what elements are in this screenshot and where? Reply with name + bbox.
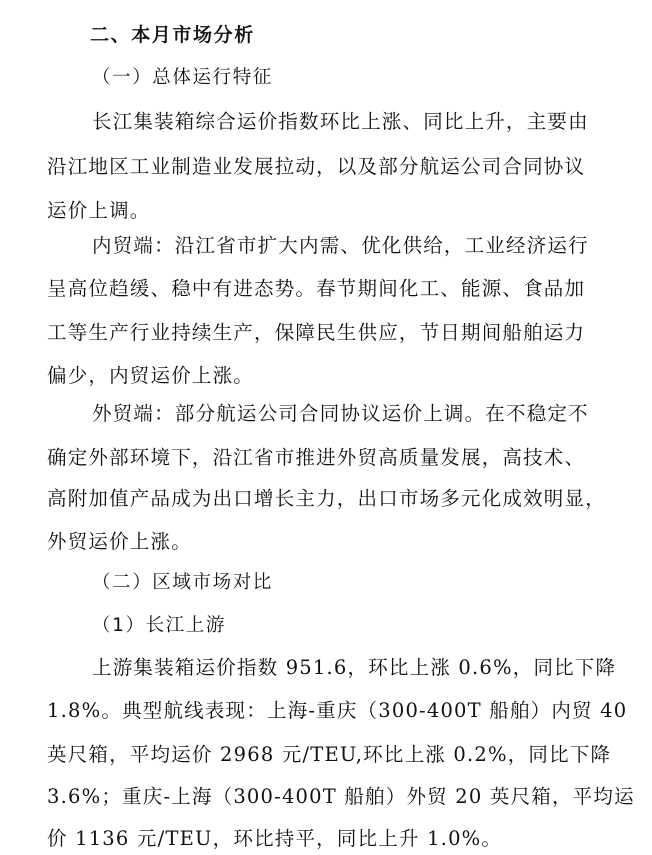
overall-paragraph1-line2: 沿江地区工业制造业发展拉动，以及部分航运公司合同协议	[47, 155, 586, 178]
overall-paragraph3-line1: 外贸端：部分航运公司合同协议运价上调。在不稳定不	[92, 402, 589, 425]
overall-heading: （一）总体运行特征	[92, 67, 273, 88]
overall-paragraph2-line2: 呈高位趋缓、稳中有进态势。春节期间化工、能源、食品加	[47, 277, 586, 300]
upstream-heading: （1）长江上游	[92, 615, 226, 636]
overall-paragraph3-line3: 高附加值产品成为出口增长主力，出口市场多元化成效明显，	[47, 487, 606, 510]
upstream-paragraph-line4: 3.6%；重庆-上海（300-400T 船舶）外贸 20 英尺箱，平均运	[47, 785, 635, 808]
upstream-paragraph-line2: 1.8%。典型航线表现：上海-重庆（300-400T 船舶）内贸 40	[47, 699, 628, 722]
section-title: 二、本月市场分析	[90, 24, 255, 46]
regional-heading: （二）区域市场对比	[92, 572, 273, 593]
overall-paragraph2-line4: 偏少，内贸运价上涨。	[47, 364, 255, 387]
overall-paragraph2-line1: 内贸端：沿江省市扩大内需、优化供给，工业经济运行	[92, 234, 589, 257]
upstream-paragraph-line3: 英尺箱，平均运价 2968 元/TEU,环比上涨 0.2%，同比下降	[47, 743, 612, 766]
overall-paragraph2-line3: 工等生产行业持续生产，保障民生供应，节日期间船舶运力	[47, 321, 586, 344]
upstream-paragraph-line1: 上游集装箱运价指数 951.6，环比上涨 0.6%，同比下降	[92, 656, 617, 679]
upstream-paragraph-line5: 价 1136 元/TEU，环比持平，同比上升 1.0%。	[47, 827, 503, 850]
overall-paragraph1-line3: 运价上调。	[47, 199, 151, 222]
overall-paragraph1-line1: 长江集装箱综合运价指数环比上涨、同比上升，主要由	[92, 110, 589, 133]
overall-paragraph3-line4: 外贸运价上涨。	[47, 530, 192, 553]
overall-paragraph3-line2: 确定外部环境下，沿江省市推进外贸高质量发展，高技术、	[47, 446, 586, 469]
